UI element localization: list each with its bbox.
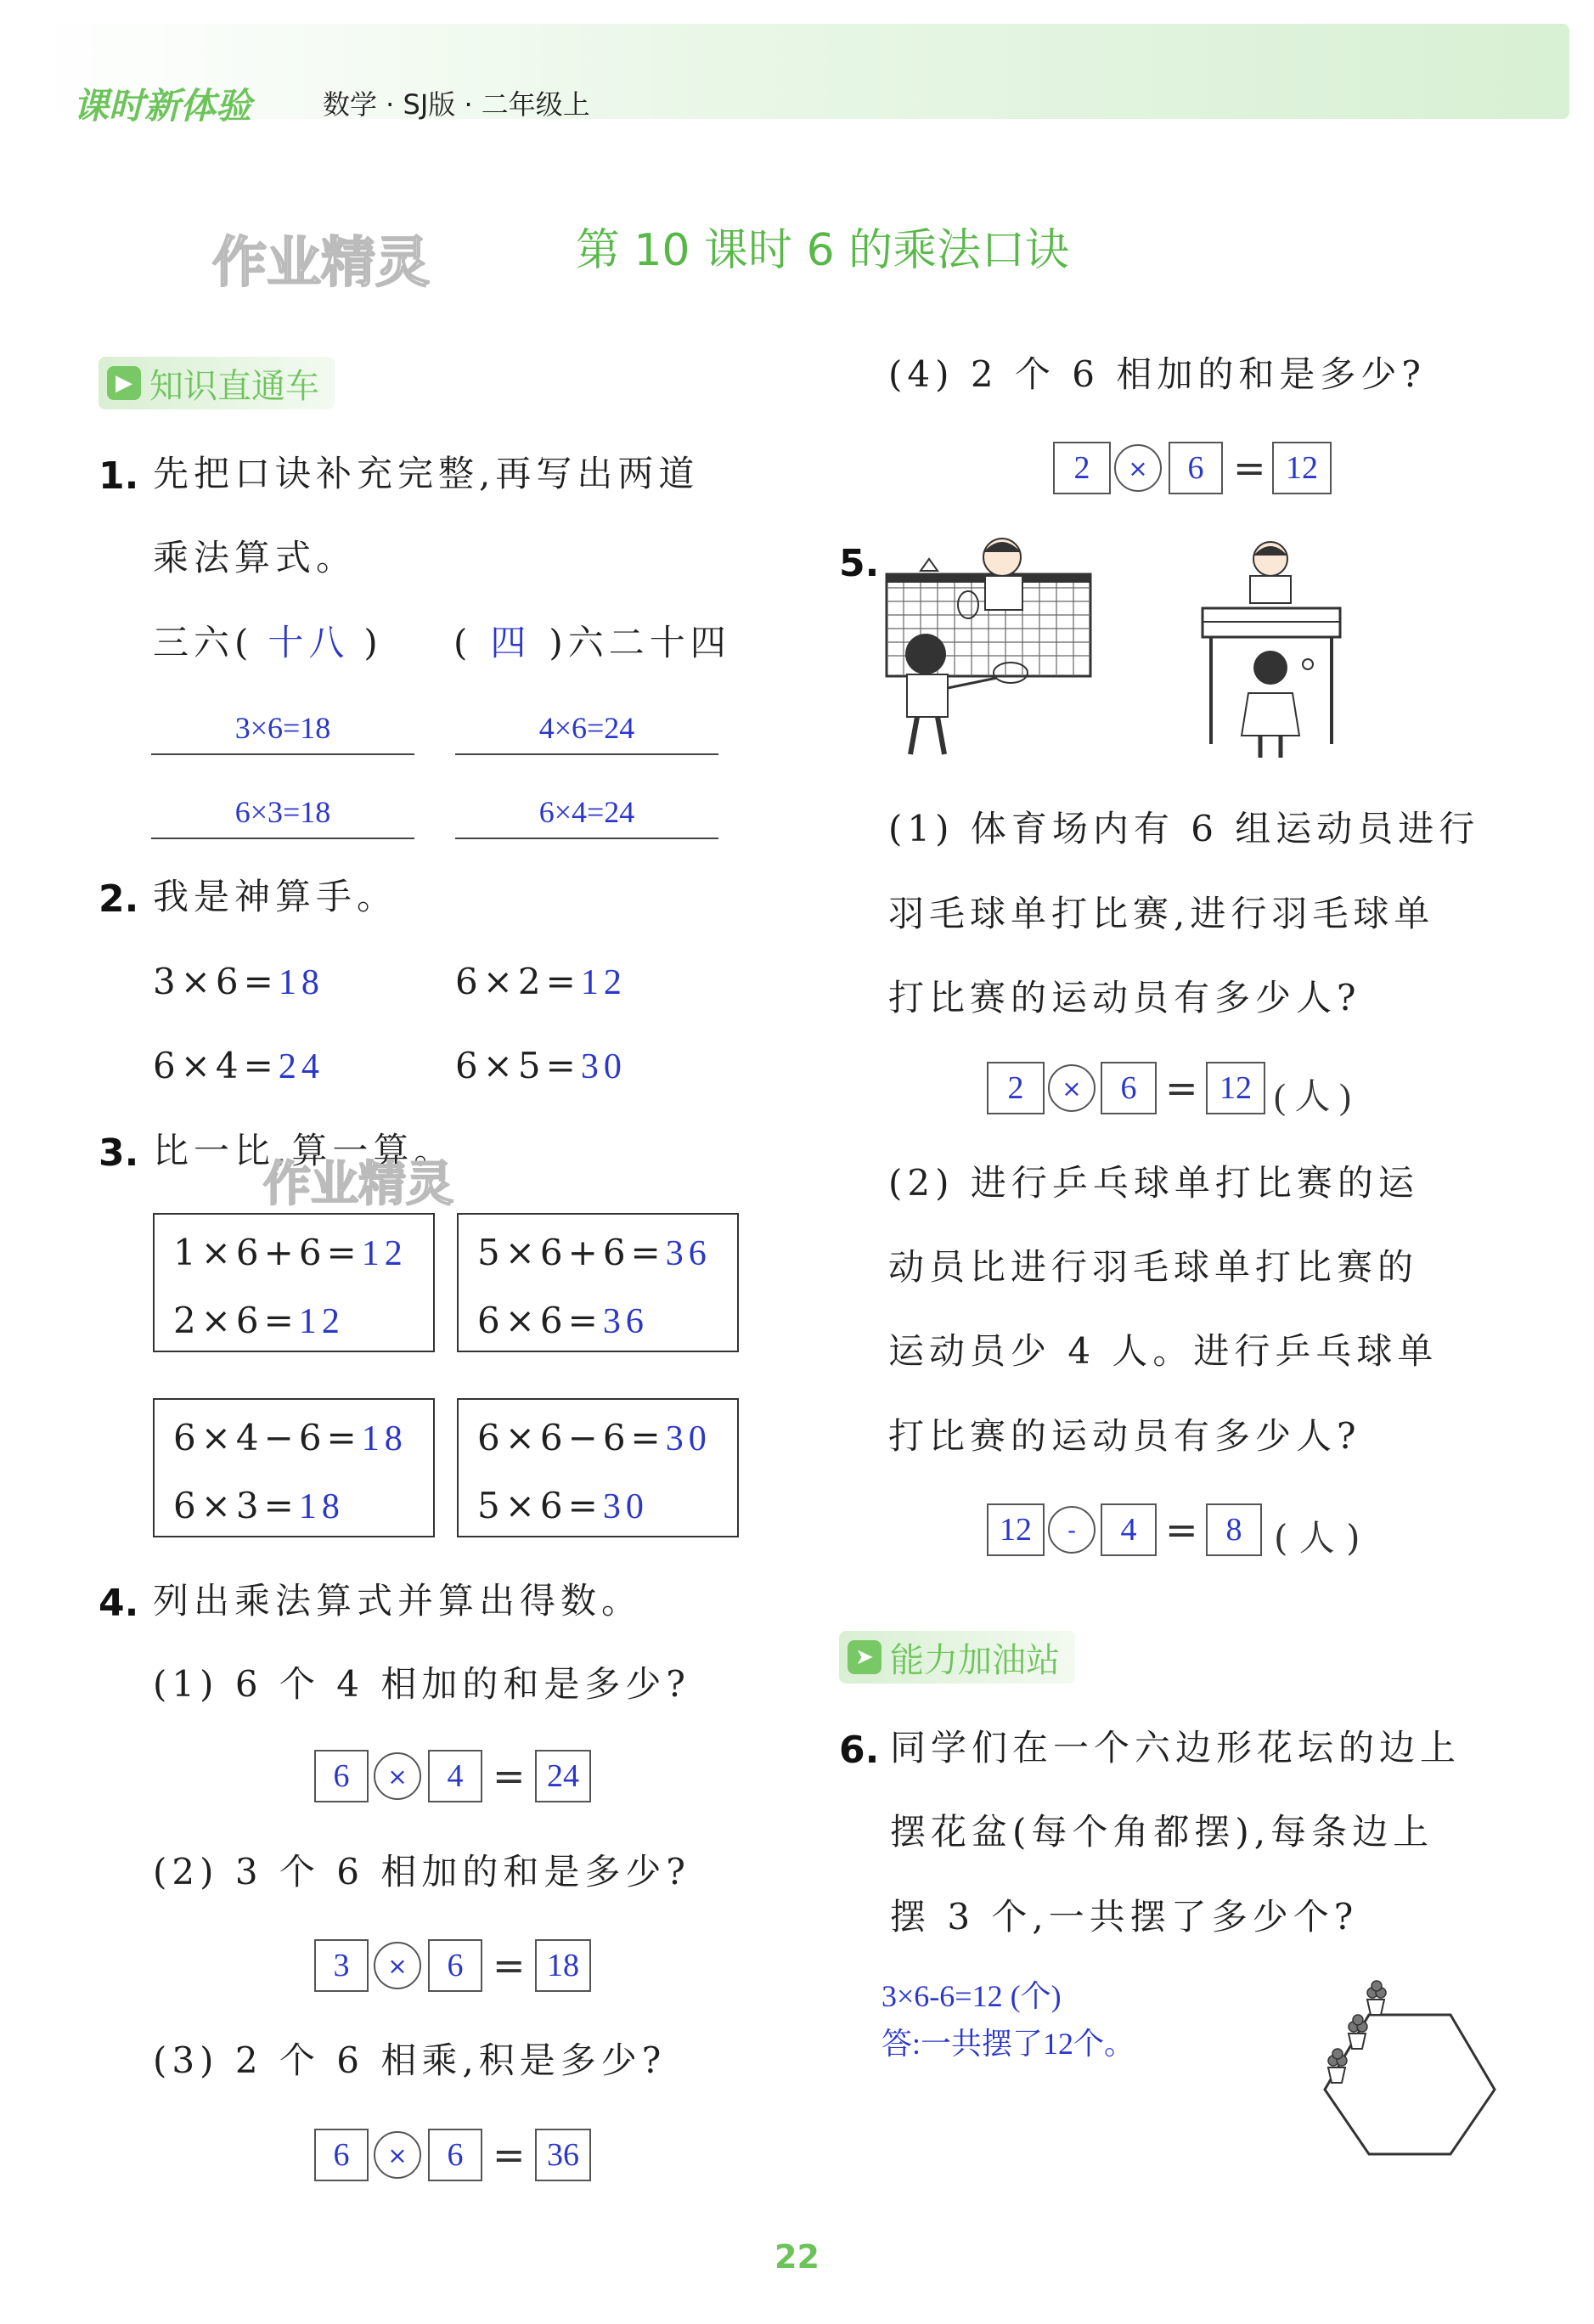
- eq-box: 6: [314, 2129, 369, 2181]
- q3-box-1: 1×6+6=12 2×6=12: [153, 1213, 435, 1352]
- eq-box: 12: [987, 1503, 1045, 1556]
- q3-box-2: 5×6+6=36 6×6=36: [457, 1213, 739, 1352]
- eq-box: 18: [535, 1939, 591, 1992]
- operator-circle: ×: [374, 1942, 421, 1989]
- q6-number: 6.: [839, 1729, 880, 1772]
- section-knowledge: [99, 357, 335, 409]
- eq-box: 12: [1206, 1062, 1265, 1114]
- section-ability-label: 能力加油站: [890, 1640, 1060, 1680]
- eq-box: 2: [1053, 442, 1111, 494]
- eq-box: 2: [987, 1062, 1045, 1114]
- q3-text: 比一比,算一算。: [153, 1130, 455, 1171]
- q1-rhyme2: [453, 622, 731, 663]
- q4-text: 列出乘法算式并算出得数。: [153, 1580, 643, 1622]
- q1-number: 1.: [99, 454, 139, 498]
- eq-box: 6: [314, 1750, 369, 1802]
- q6-line1: 同学们在一个六边形花坛的边上: [890, 1727, 1462, 1768]
- equals-sign: =: [1165, 1065, 1198, 1111]
- answer-line: [151, 838, 414, 839]
- equals-sign: =: [493, 1943, 526, 1988]
- answer-line: [455, 753, 718, 755]
- q1-answer-4: 6×4=24: [538, 795, 635, 829]
- q2-item-2: 6×2=12: [455, 961, 627, 1002]
- q1-answer-3: 6×3=18: [234, 795, 331, 829]
- rhyme1-pre: 三六(: [153, 622, 254, 663]
- q1-text-line1: 先把口诀补充完整,再写出两道: [153, 453, 700, 494]
- q2-text: 我是神算手。: [153, 876, 398, 917]
- q3-box-3: 6×4−6=18 6×3=18: [153, 1398, 435, 1537]
- rhyme2-answer: 四: [490, 624, 532, 663]
- q4-part1-text: (1) 6 个 4 相加的和是多少?: [153, 1663, 690, 1705]
- eq-box: 3: [314, 1939, 369, 1992]
- section-ability: [839, 1631, 1075, 1684]
- equals-sign: =: [1233, 445, 1266, 491]
- q1-text-line2: 乘法算式。: [153, 537, 358, 578]
- equals-sign: =: [1165, 1507, 1198, 1553]
- equals-sign: =: [493, 2132, 526, 2178]
- q4-part4-text: (4) 2 个 6 相加的和是多少?: [888, 353, 1426, 395]
- operator-circle: -: [1048, 1506, 1096, 1554]
- q2-item-1: 3×6=18: [153, 961, 324, 1002]
- operator-circle: ×: [1048, 1064, 1096, 1112]
- lesson-title: 第 10 课时 6 的乘法口诀: [575, 225, 1070, 276]
- brand-logo: 课时新体验: [73, 85, 252, 127]
- q1-answer-2: 4×6=24: [538, 711, 635, 745]
- rhyme2-post: )六二十四: [549, 622, 731, 663]
- q2-item-4: 6×5=30: [455, 1045, 627, 1086]
- q5-part2-line1: (2) 进行乒乓球单打比赛的运: [888, 1162, 1419, 1204]
- q4-number: 4.: [99, 1582, 139, 1625]
- q6-line3: 摆 3 个,一共摆了多少个?: [890, 1896, 1359, 1938]
- eq-box: 24: [535, 1750, 591, 1802]
- page-number: 22: [774, 2238, 820, 2276]
- eq-box: 6: [1169, 442, 1223, 494]
- equals-sign: =: [493, 1753, 526, 1799]
- header-band: [24, 24, 1569, 119]
- eq-box: 4: [428, 1750, 482, 1802]
- unit-label: ( 人 ): [1274, 1078, 1351, 1117]
- q5-part1-line3: 打比赛的运动员有多少人?: [888, 977, 1361, 1018]
- q4-part3-text: (3) 2 个 6 相乘,积是多少?: [153, 2039, 667, 2081]
- eq-box: 8: [1206, 1503, 1262, 1556]
- q6-line2: 摆花盆(每个角都摆),每条边上: [890, 1811, 1434, 1853]
- operator-circle: ×: [374, 1752, 421, 1800]
- q1-answer-1: 3×6=18: [234, 711, 331, 745]
- book-info: 数学 · SJ版 · 二年级上: [323, 88, 590, 121]
- eq-box: 36: [535, 2129, 591, 2181]
- q4-part2-text: (2) 3 个 6 相加的和是多少?: [153, 1851, 690, 1892]
- q5-part2-line2: 动员比进行羽毛球单打比赛的: [888, 1246, 1419, 1288]
- rhyme1-post: ): [363, 622, 383, 663]
- operator-circle: ×: [374, 2131, 421, 2179]
- answer-line: [151, 753, 414, 755]
- rhyme1-answer: 十八: [268, 624, 350, 663]
- unit-label: ( 人 ): [1274, 1517, 1360, 1559]
- q5-part2-line4: 打比赛的运动员有多少人?: [888, 1415, 1361, 1457]
- eq-box: 6: [1101, 1062, 1157, 1114]
- q2-number: 2.: [99, 877, 139, 921]
- q5-part1-line2: 羽毛球单打比赛,进行羽毛球单: [888, 893, 1435, 934]
- watermark: 作业精灵: [212, 232, 430, 295]
- operator-circle: ×: [1114, 444, 1162, 492]
- q3-box-4: 6×6−6=30 5×6=30: [457, 1398, 739, 1537]
- badminton-illustration: [883, 527, 1104, 764]
- answer-line: [455, 838, 718, 839]
- q2-item-3: 6×4=24: [153, 1045, 324, 1086]
- q6-answer-text: 答:一共摆了12个。: [881, 2027, 1135, 2061]
- eq-box: 6: [428, 2129, 482, 2181]
- q5-part2-line3: 运动员少 4 人。进行乒乓球单: [888, 1330, 1439, 1372]
- section-knowledge-label: 知识直通车: [149, 366, 319, 406]
- q1-rhyme1: [153, 622, 383, 663]
- eq-box: 6: [428, 1939, 482, 1992]
- q3-number: 3.: [99, 1131, 139, 1175]
- q5-number: 5.: [839, 542, 880, 585]
- q6-answer-equation: 3×6-6=12 (个): [881, 1979, 1062, 2013]
- eq-box: 12: [1272, 442, 1332, 494]
- hexagon-flowerbed-illustration: [1316, 1976, 1503, 2163]
- table-tennis-illustration: [1199, 540, 1343, 763]
- rhyme2-pre: (: [453, 622, 473, 663]
- watermark: 作业精灵: [263, 1157, 453, 1212]
- eq-box: 4: [1101, 1503, 1157, 1556]
- rocket-icon: ➤: [848, 1640, 881, 1674]
- q5-part1-line1: (1) 体育场内有 6 组运动员进行: [888, 808, 1480, 849]
- car-icon: ▶: [107, 366, 141, 400]
